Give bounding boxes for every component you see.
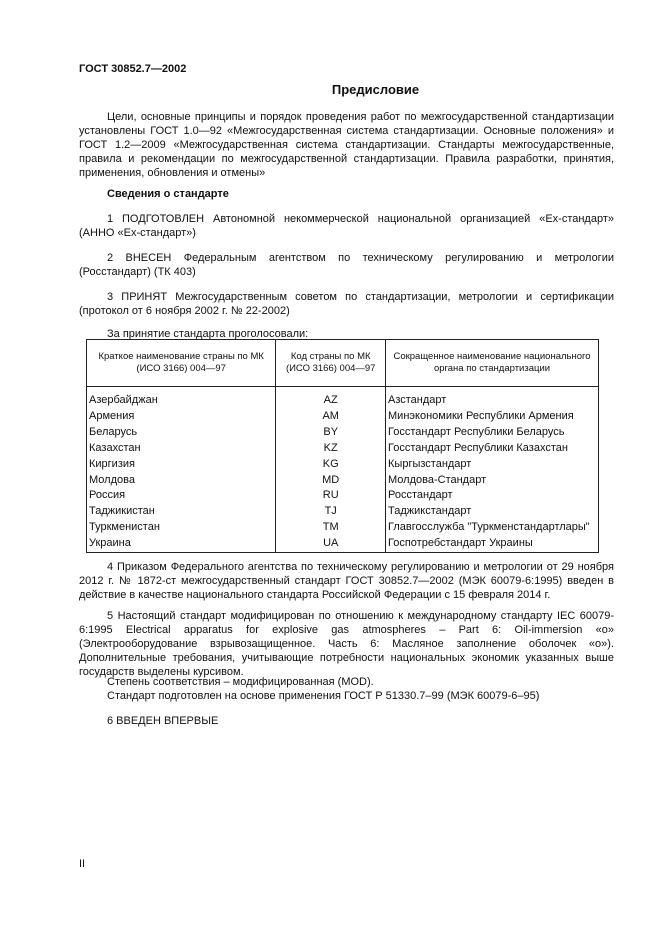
item-2: 2 ВНЕСЕН Федеральным агентством по техническому регулированию и метрологии (Росстандарт) (ТК 403) [79,252,614,278]
body-cell: Минэкономики Республики Армения [386,409,599,425]
table-row [87,425,599,441]
code-cell: AZ [276,393,386,409]
code-cell: KG [276,457,386,473]
item-5: 5 Настоящий стандарт модифицирован по отношению к международному стандарту IEC 60079-6:1995 Electrical apparatus for explosive gas atmospheres – Part 6: Oil-immersion «о» (Электрооборудование взрывозащищенное. Часть 6: Масляное заполнение оболочек «о»). Дополнительные требования, учитывающие потребности национальных экономик указанных выше государств выделены курсивом. [79,610,614,678]
body-cell: Главгосслужба "Туркменстандартлары" [386,520,599,536]
code-cell: BY [276,425,386,441]
code-cell: TM [276,520,386,536]
body-cell: Госстандарт Республики Казахстан [386,441,599,457]
intro-paragraph: Цели, основные принципы и порядок проведения работ по межгосударственной стандартизации установлены ГОСТ 1.0—92 «Межгосударственная система стандартизации. Основные положения» и ГОСТ 1.2—2009 «Межгосударственная система стандартизации. Стандарты межгосударственные, правила и рекомендации по межгосударственной стандартизации. Правила разработки, принятия, применения, обновления и отмены» [79,111,614,179]
item-3: 3 ПРИНЯТ Межгосударственным советом по стандартизации, метрологии и сертификации (протокол от 6 ноября 2002 г. № 22-2002) [79,291,614,317]
table-row [87,441,599,457]
code-cell: KZ [276,441,386,457]
table-row [87,504,599,520]
code-cell: TJ [276,504,386,520]
column-header-code: Код страны по МК (ИСО 3166) 004—97 [276,340,386,387]
table-row [87,393,599,409]
country-cell: Беларусь [87,425,276,441]
body-cell: Росстандарт [386,488,599,504]
code-cell: MD [276,473,386,489]
item-5-basis: Стандарт подготовлен на основе применения ГОСТ Р 51330.7–99 (МЭК 60079-6–95) [107,690,540,702]
table-header-row [87,340,599,387]
body-cell: Азстандарт [386,393,599,409]
item-6: 6 ВВЕДЕН ВПЕРВЫЕ [107,715,219,727]
country-cell: Туркменистан [87,520,276,536]
page-title: Предисловие [331,82,420,97]
table-row [87,488,599,504]
table-row [87,520,599,536]
document-number: ГОСТ 30852.7—2002 [79,63,187,75]
country-cell: Азербайджан [87,393,276,409]
country-cell: Казахстан [87,441,276,457]
country-cell: Россия [87,488,276,504]
country-cell: Армения [87,409,276,425]
body-cell: Таджикстандарт [386,504,599,520]
country-cell: Украина [87,536,276,552]
table-row [87,536,599,552]
column-header-country: Краткое наименование страны по МК (ИСО 3166) 004—97 [87,340,276,387]
section-heading: Сведения о стандарте [107,188,229,200]
item-4: 4 Приказом Федерального агентства по техническому регулированию и метрологии от 29 ноября 2012 г. № 1872-ст межгосударственный стандарт ГОСТ 30852.7—2002 (МЭК 60079-6:1995) введен в действие в качестве национального стандарта Российской Федерации с 15 февраля 2014 г. [79,561,614,601]
country-cell: Киргизия [87,457,276,473]
body-cell: Госпотребстандарт Украины [386,536,599,552]
body-cell: Кыргызстандарт [386,457,599,473]
country-cell: Молдова [87,473,276,489]
body-cell: Молдова-Стандарт [386,473,599,489]
table-row [87,473,599,489]
code-cell: AM [276,409,386,425]
country-cell: Таджикистан [87,504,276,520]
body-cell: Госстандарт Республики Беларусь [386,425,599,441]
table-row [87,457,599,473]
page-number: II [79,858,86,870]
code-cell: RU [276,488,386,504]
table-row [87,409,599,425]
item-5-conformance: Степень соответствия – модифицированная (MOD). [107,676,374,688]
voting-table [86,339,599,553]
item-1: 1 ПОДГОТОВЛЕН Автономной некоммерческой национальной организацией «Ех-стандарт» (АННО «Ех-стандарт») [79,213,614,239]
code-cell: UA [276,536,386,552]
column-header-body: Сокращенное наименование национального органа по стандартизации [386,340,599,387]
vote-caption: За принятие стандарта проголосовали: [107,328,309,340]
